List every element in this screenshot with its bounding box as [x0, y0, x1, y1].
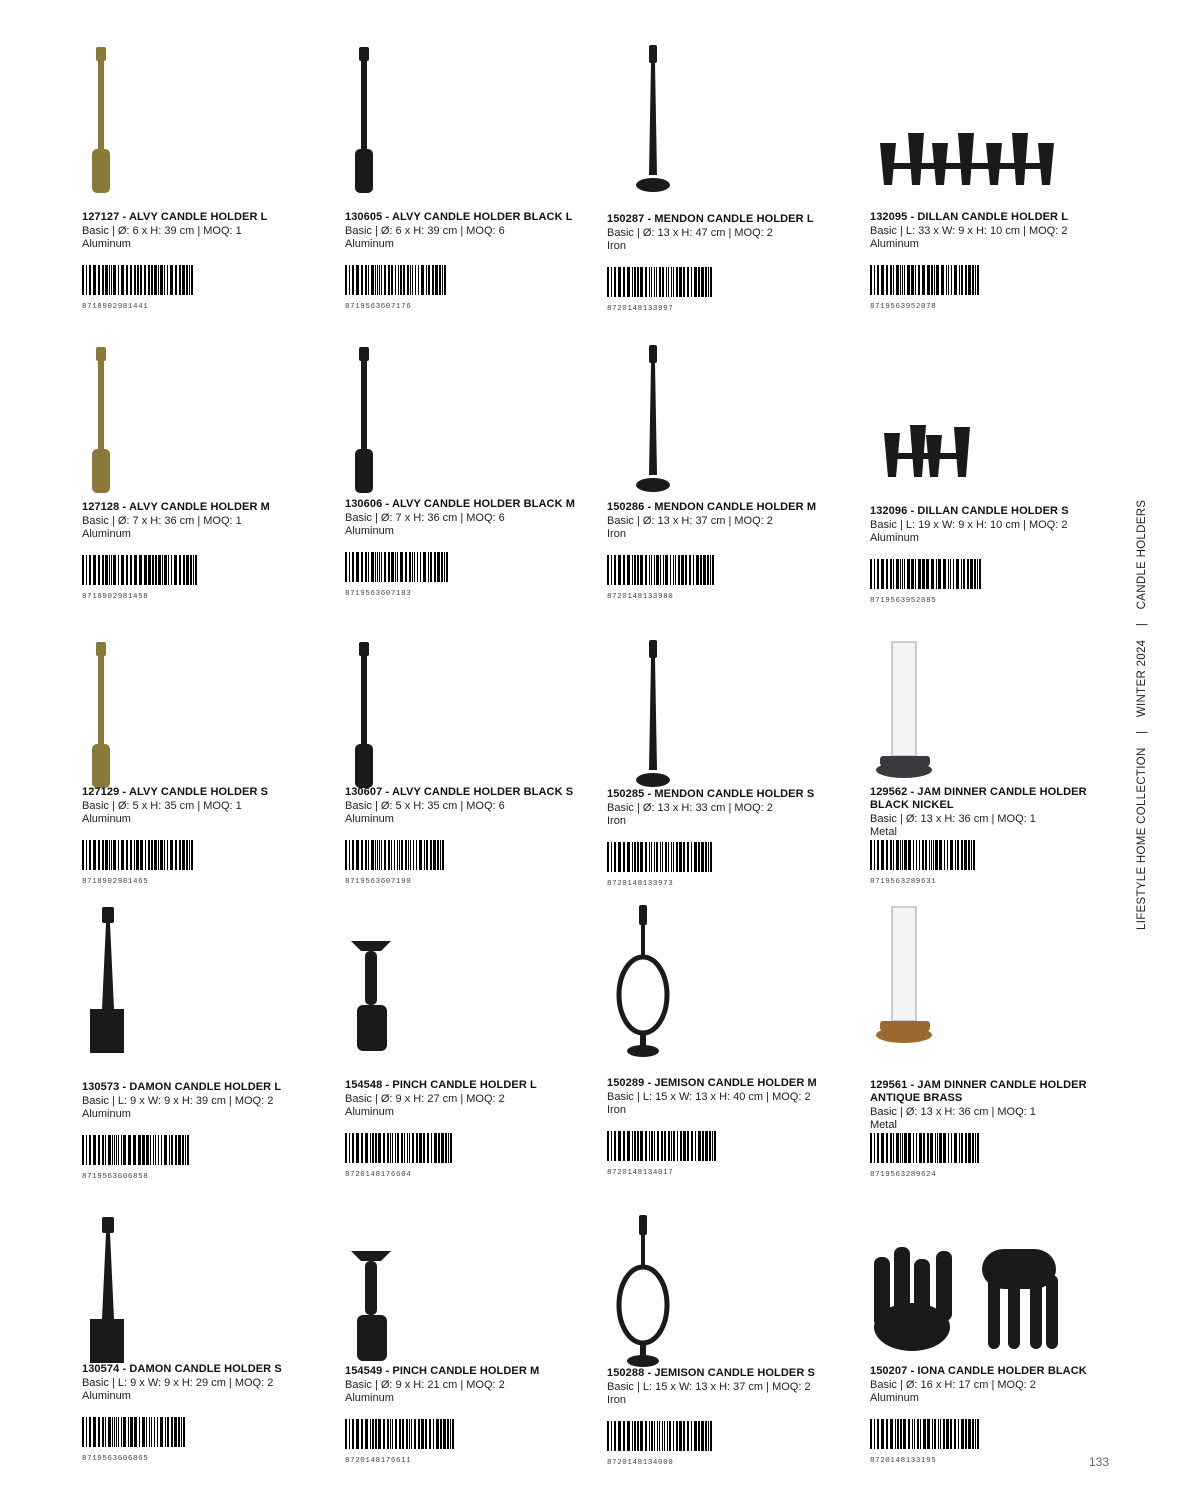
damon-candle-holder-icon	[82, 1215, 282, 1373]
product-title: 127128 - ALVY CANDLE HOLDER M	[82, 501, 270, 513]
product-specs: Basic | Ø: 6 x H: 39 cm | MOQ: 1	[82, 225, 242, 237]
ean-number: 8720148133973	[607, 880, 674, 888]
barcode	[870, 559, 988, 589]
product-card	[345, 1215, 595, 1505]
product-specs: Basic | L: 19 x W: 9 x H: 10 cm | MOQ: 2	[870, 519, 1068, 531]
product-title: 132096 - DILLAN CANDLE HOLDER S	[870, 505, 1069, 517]
product-image	[870, 640, 1070, 798]
barcode	[607, 555, 725, 585]
product-title: 130574 - DAMON CANDLE HOLDER S	[82, 1363, 282, 1375]
barcode	[82, 840, 200, 870]
product-title: 150285 - MENDON CANDLE HOLDER S	[607, 788, 815, 800]
product-card	[607, 45, 857, 335]
barcode	[345, 1133, 463, 1163]
barcode	[607, 267, 725, 297]
product-material: Iron	[607, 1394, 626, 1406]
product-card	[82, 45, 332, 335]
product-specs: Basic | L: 15 x W: 13 x H: 37 cm | MOQ: 2	[607, 1381, 811, 1393]
product-specs: Basic | Ø: 7 x H: 36 cm | MOQ: 6	[345, 512, 505, 524]
product-card	[82, 1215, 332, 1505]
product-image	[82, 1215, 282, 1373]
product-image	[82, 45, 282, 203]
barcode	[870, 265, 988, 295]
barcode	[870, 1133, 988, 1163]
ean-number: 8720148133997	[607, 305, 674, 313]
product-card	[607, 345, 857, 635]
product-card	[82, 905, 332, 1195]
product-specs: Basic | Ø: 5 x H: 35 cm | MOQ: 6	[345, 800, 505, 812]
product-specs: Basic | Ø: 13 x H: 47 cm | MOQ: 2	[607, 227, 773, 239]
product-image	[82, 345, 282, 503]
barcode	[82, 555, 200, 585]
iona-candle-holder-icon	[870, 1215, 1070, 1373]
product-card	[607, 640, 857, 930]
page-number: 133	[1089, 1455, 1110, 1469]
product-material: Aluminum	[345, 1392, 394, 1404]
season-label: WINTER 2024	[1136, 639, 1148, 718]
product-specs: Basic | L: 15 x W: 13 x H: 40 cm | MOQ: 2	[607, 1091, 811, 1103]
product-image	[607, 345, 807, 503]
product-card	[870, 905, 1120, 1195]
product-image	[870, 1215, 1070, 1373]
ean-number: 8718902981441	[82, 303, 149, 311]
product-title: 127127 - ALVY CANDLE HOLDER L	[82, 211, 268, 223]
ean-number: 8719563606858	[82, 1173, 149, 1181]
barcode	[345, 265, 463, 295]
product-card	[870, 640, 1120, 930]
ean-number: 8719563289624	[870, 1171, 937, 1179]
alvy-candle-holder-icon	[82, 640, 282, 798]
alvy-candle-holder-icon	[345, 45, 545, 203]
product-title: 130607 - ALVY CANDLE HOLDER BLACK S	[345, 786, 574, 798]
product-specs: Basic | L: 9 x W: 9 x H: 29 cm | MOQ: 2	[82, 1377, 274, 1389]
ean-number: 8720148176611	[345, 1457, 412, 1465]
product-card	[607, 905, 857, 1195]
product-card	[607, 1215, 857, 1505]
ean-number: 8719563607190	[345, 878, 412, 886]
product-material: Iron	[607, 528, 626, 540]
product-material: Aluminum	[345, 813, 394, 825]
product-card	[870, 1215, 1120, 1505]
product-specs: Basic | Ø: 9 x H: 27 cm | MOQ: 2	[345, 1093, 505, 1105]
barcode	[345, 840, 463, 870]
separator: |	[1136, 622, 1148, 627]
barcode	[82, 265, 200, 295]
product-image	[870, 45, 1070, 203]
ean-number: 8720148133195	[870, 1457, 937, 1465]
product-material: Aluminum	[345, 1106, 394, 1118]
product-material: Metal	[870, 826, 897, 838]
barcode	[870, 1419, 988, 1449]
collection-label: LIFESTYLE HOME COLLECTION	[1136, 747, 1148, 930]
side-section-label	[1136, 499, 1148, 930]
product-image	[345, 1215, 545, 1373]
product-material: Aluminum	[82, 1390, 131, 1402]
product-specs: Basic | Ø: 13 x H: 33 cm | MOQ: 2	[607, 802, 773, 814]
ean-number: 8720148176604	[345, 1171, 412, 1179]
product-material: Iron	[607, 815, 626, 827]
product-title: 130606 - ALVY CANDLE HOLDER BLACK M	[345, 498, 576, 510]
product-card	[345, 345, 595, 635]
barcode	[607, 1131, 725, 1161]
dillan-candle-holder-small-icon	[870, 345, 1070, 503]
product-specs: Basic | Ø: 13 x H: 37 cm | MOQ: 2	[607, 515, 773, 527]
damon-candle-holder-icon	[82, 905, 282, 1063]
product-specs: Basic | Ø: 16 x H: 17 cm | MOQ: 2	[870, 1379, 1036, 1391]
product-material: Aluminum	[82, 813, 131, 825]
mendon-candle-holder-icon	[607, 45, 807, 203]
ean-number: 8718902981465	[82, 878, 149, 886]
product-title: 130573 - DAMON CANDLE HOLDER L	[82, 1081, 282, 1093]
product-title: 127129 - ALVY CANDLE HOLDER S	[82, 786, 269, 798]
alvy-candle-holder-icon	[345, 640, 545, 798]
product-material: Aluminum	[345, 525, 394, 537]
product-material: Iron	[607, 1104, 626, 1116]
alvy-candle-holder-icon	[82, 45, 282, 203]
pinch-candle-holder-icon	[345, 1215, 545, 1373]
product-title: 132095 - DILLAN CANDLE HOLDER L	[870, 211, 1069, 223]
ean-number: 8719563606865	[82, 1455, 149, 1463]
separator: |	[1136, 730, 1148, 734]
product-material: Aluminum	[82, 528, 131, 540]
product-image	[607, 1215, 807, 1373]
product-material: Aluminum	[870, 238, 919, 250]
ean-number: 8719563607183	[345, 590, 412, 598]
product-card	[82, 640, 332, 930]
product-card	[345, 640, 595, 930]
product-title: 130605 - ALVY CANDLE HOLDER BLACK L	[345, 211, 573, 223]
ean-number: 8720148134000	[607, 1459, 674, 1467]
ean-number: 8720148134017	[607, 1169, 674, 1177]
barcode	[345, 1419, 463, 1449]
jam-dinner-candle-holder-icon	[870, 640, 1070, 798]
product-specs: Basic | Ø: 6 x H: 39 cm | MOQ: 6	[345, 225, 505, 237]
alvy-candle-holder-icon	[82, 345, 282, 503]
product-card	[345, 45, 595, 335]
product-image	[607, 905, 807, 1063]
alvy-candle-holder-icon	[345, 345, 545, 503]
product-title: 150289 - JEMISON CANDLE HOLDER M	[607, 1077, 817, 1089]
product-material: Aluminum	[82, 1108, 131, 1120]
product-specs: Basic | L: 33 x W: 9 x H: 10 cm | MOQ: 2	[870, 225, 1068, 237]
product-image	[345, 640, 545, 798]
product-title: 150287 - MENDON CANDLE HOLDER L	[607, 213, 814, 225]
product-specs: Basic | Ø: 13 x H: 36 cm | MOQ: 1	[870, 1106, 1036, 1118]
barcode	[870, 840, 988, 870]
dillan-candle-holder-icon	[870, 45, 1070, 203]
product-title: 150288 - JEMISON CANDLE HOLDER S	[607, 1367, 815, 1379]
barcode	[82, 1135, 200, 1165]
product-image	[870, 345, 1070, 503]
barcode	[607, 842, 725, 872]
product-specs: Basic | Ø: 9 x H: 21 cm | MOQ: 2	[345, 1379, 505, 1391]
mendon-candle-holder-icon	[607, 345, 807, 503]
pinch-candle-holder-icon	[345, 905, 545, 1063]
product-specs: Basic | Ø: 7 x H: 36 cm | MOQ: 1	[82, 515, 242, 527]
product-card	[82, 345, 332, 635]
product-title: 150286 - MENDON CANDLE HOLDER M	[607, 501, 817, 513]
product-material: Aluminum	[870, 532, 919, 544]
ean-number: 8719563952085	[870, 597, 937, 605]
category-label: CANDLE HOLDERS	[1136, 499, 1148, 610]
product-material: Metal	[870, 1119, 897, 1131]
product-card	[870, 45, 1120, 335]
mendon-candle-holder-icon	[607, 640, 807, 798]
product-image	[82, 905, 282, 1063]
product-title: 129562 - JAM DINNER CANDLE HOLDER BLACK NICKEL	[870, 786, 1087, 811]
jemison-candle-holder-icon	[607, 905, 807, 1063]
product-image	[607, 45, 807, 203]
product-title: 154549 - PINCH CANDLE HOLDER M	[345, 1365, 540, 1377]
jemison-candle-holder-icon	[607, 1215, 807, 1373]
barcode	[345, 552, 463, 582]
ean-number: 8718902981458	[82, 593, 149, 601]
jam-dinner-candle-holder-icon	[870, 905, 1070, 1063]
product-material: Aluminum	[345, 238, 394, 250]
product-card	[870, 345, 1120, 635]
barcode	[82, 1417, 200, 1447]
product-image	[345, 45, 545, 203]
product-image	[345, 905, 545, 1063]
product-material: Aluminum	[870, 1392, 919, 1404]
product-image	[870, 905, 1070, 1063]
product-title: 150207 - IONA CANDLE HOLDER BLACK	[870, 1365, 1087, 1377]
barcode	[607, 1421, 725, 1451]
product-specs: Basic | Ø: 13 x H: 36 cm | MOQ: 1	[870, 813, 1036, 825]
product-card	[345, 905, 595, 1195]
product-specs: Basic | Ø: 5 x H: 35 cm | MOQ: 1	[82, 800, 242, 812]
product-title: 154548 - PINCH CANDLE HOLDER L	[345, 1079, 537, 1091]
product-image	[345, 345, 545, 503]
product-material: Iron	[607, 240, 626, 252]
ean-number: 8719563289631	[870, 878, 937, 886]
product-material: Aluminum	[82, 238, 131, 250]
product-specs: Basic | L: 9 x W: 9 x H: 39 cm | MOQ: 2	[82, 1095, 274, 1107]
product-image	[82, 640, 282, 798]
ean-number: 8719563952078	[870, 303, 937, 311]
product-title: 129561 - JAM DINNER CANDLE HOLDER ANTIQUE BRASS	[870, 1079, 1087, 1104]
ean-number: 8719563607176	[345, 303, 412, 311]
ean-number: 8720148133980	[607, 593, 674, 601]
product-image	[607, 640, 807, 798]
